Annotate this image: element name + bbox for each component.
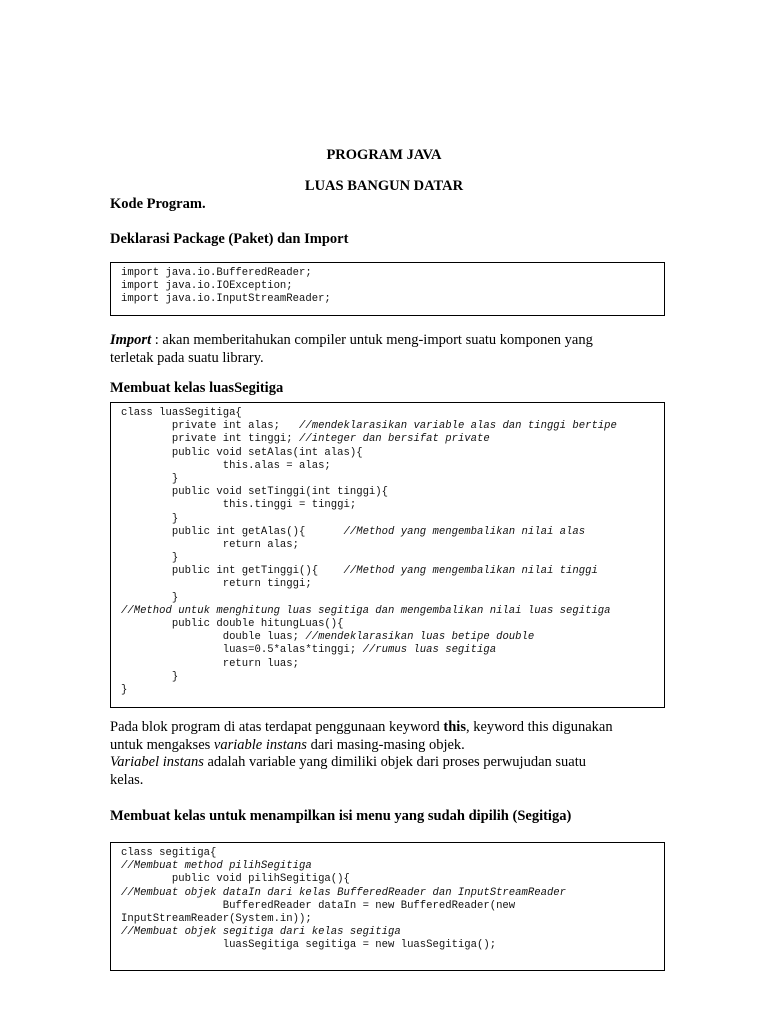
code-comment: //Method yang mengembalikan nilai alas [343,525,586,538]
code-text: return alas; [121,538,300,551]
code-text: luasSegitiga segitiga = new luasSegitiga(); [121,939,497,952]
code-line [121,939,664,952]
code-line [121,644,664,657]
code-line [121,460,664,473]
code-text: public int getTinggi(){ [121,565,344,578]
code-line [121,447,664,460]
term-variable-instans: variable instans [213,736,307,753]
code-line [121,539,664,552]
import-description-line1: : akan memberitahukan compiler untuk meng-import suatu komponen yang [151,332,593,348]
code-text: class segitiga{ [121,847,217,859]
code-comment: //mendeklarasikan variable alas dan tinggi bertipe [299,420,617,433]
code-text: public int getAlas(){ [121,525,344,538]
code-line [121,578,664,591]
section-heading-kode: Kode Program. [110,196,206,212]
code-text: InputStreamReader(System.in)); [121,912,312,925]
code-line [121,847,664,860]
code-text: this.tinggi = tinggi; [121,499,357,512]
code-line [121,592,664,605]
code-text: private int alas; [121,420,300,433]
code-text: return tinggi; [121,578,312,591]
code-text: } [121,512,179,525]
code-line [121,860,664,873]
import-description [110,332,670,367]
code-text: } [121,552,179,565]
code-line [121,420,664,433]
code-text: } [121,472,179,485]
code-line [121,499,664,512]
code-line [121,552,664,565]
luas-segitiga-code-block [110,402,665,708]
code-text: } [121,670,179,683]
code-line [121,407,664,420]
code-line [121,658,664,671]
keyword-this: this [443,719,466,735]
code-text: double luas; [121,631,306,644]
code-line [121,900,664,913]
code-text: BufferedReader dataIn = new BufferedReader(new [121,899,516,912]
code-text: public void setAlas(int alas){ [121,446,363,459]
code-text: luas=0.5*alas*tinggi; [121,644,363,657]
code-line [121,565,664,578]
code-comment: //integer dan bersifat private [299,433,490,446]
section-heading-luas-segitiga: Membuat kelas luasSegitiga [110,380,284,396]
code-line [121,618,664,631]
document-title: PROGRAM JAVA [326,147,442,163]
document-subtitle: LUAS BANGUN DATAR [304,178,464,194]
code-text: } [121,591,179,604]
code-line [121,684,664,697]
code-text: public void setTinggi(int tinggi){ [121,486,389,499]
code-line [121,631,664,644]
code-line [121,605,664,618]
code-line [121,526,664,539]
code-text: private int tinggi; [121,433,300,446]
code-comment: //mendeklarasikan luas betipe double [305,631,535,644]
code-line [121,671,664,684]
code-line [121,887,664,900]
code-comment: //Method untuk menghitung luas segitiga dan mengembalikan nilai luas segitiga [121,604,611,617]
term-variabel-instans: Variabel instans [110,754,204,770]
code-text: public double hitungLuas(){ [121,618,344,630]
code-line: import java.io.BufferedReader; [121,267,312,279]
code-text: class luasSegitiga{ [121,407,242,419]
import-code-block [110,262,665,316]
import-description-line2: terletak pada suatu library. [110,349,264,366]
code-line [121,926,664,939]
code-comment: //Method yang mengembalikan nilai tinggi [343,565,598,578]
segitiga-code-block [110,842,665,971]
code-line [121,513,664,526]
code-line [121,473,664,486]
code-line: import java.io.InputStreamReader; [121,293,331,306]
code-comment: //Membuat objek segitiga dari kelas segitiga [121,926,401,939]
section-heading-import: Deklarasi Package (Paket) dan Import [110,231,349,247]
code-line: import java.io.IOException; [121,280,293,293]
section-heading-menu: Membuat kelas untuk menampilkan isi menu yang sudah dipilih (Segitiga) [110,808,572,824]
code-line [121,486,664,499]
code-line [121,433,664,446]
code-text: public void pilihSegitiga(){ [121,873,350,886]
this-keyword-description: Pada blok program di atas terdapat penggunaan keyword this, keyword this digunakan untuk mengakses variable instans dari masing-masing objek. Variabel instans adalah variable yang dimiliki objek dari proses perwujudan suatu kelas. [110,719,613,788]
code-line [121,873,664,886]
import-term: Import [110,332,152,348]
code-comment: //Membuat objek dataIn dari kelas BufferedReader dan InputStreamReader [121,886,567,899]
code-text: return luas; [121,657,300,670]
code-text: } [121,683,128,696]
code-comment: //Membuat method pilihSegitiga [121,860,312,873]
code-comment: //rumus luas segitiga [362,644,497,657]
code-text: this.alas = alas; [121,459,331,472]
code-line [121,913,664,926]
